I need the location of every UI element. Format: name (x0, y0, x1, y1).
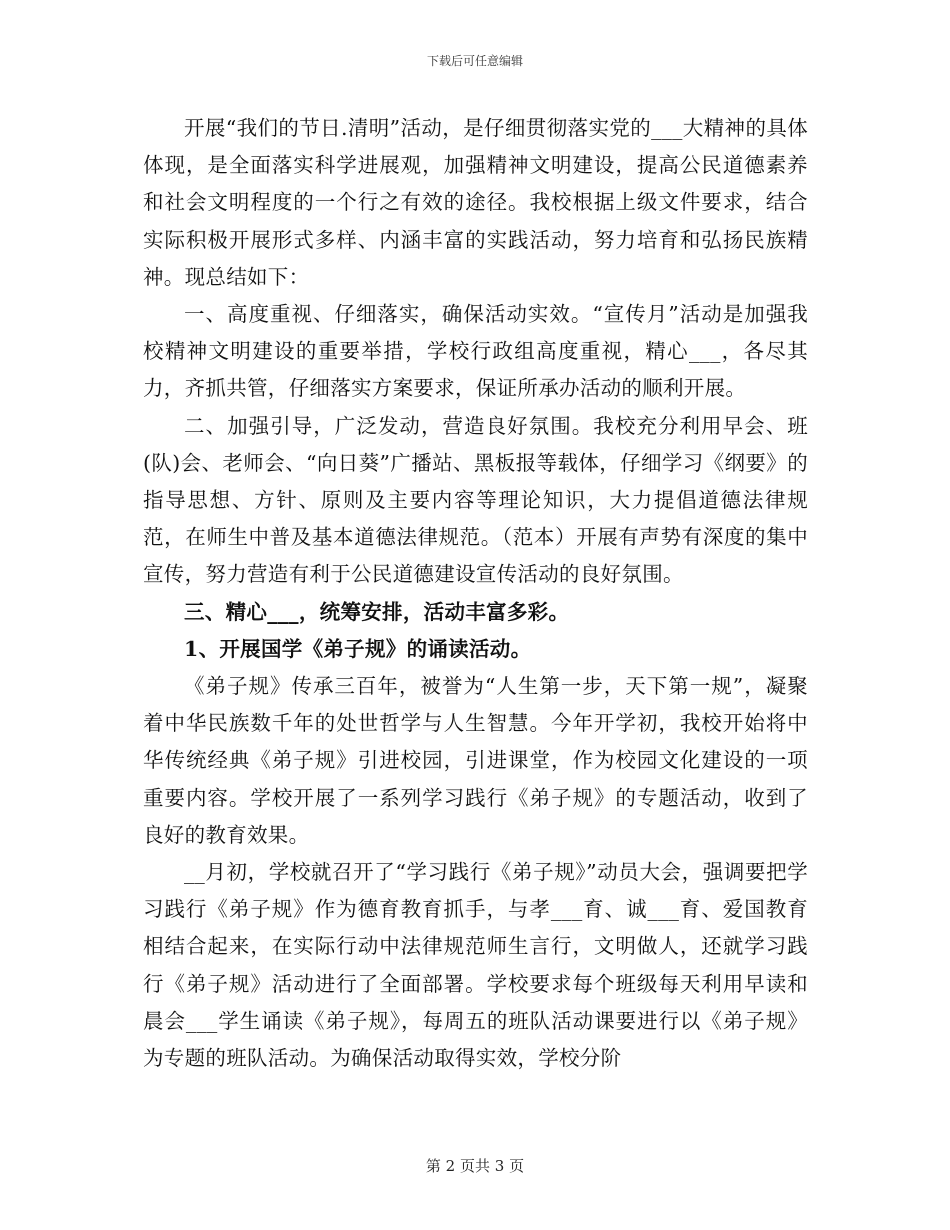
heading-subsection-1: 1、开展国学《弟子规》的诵读活动。 (184, 636, 532, 661)
paragraph-dizigui-intro: 《弟子规》传承三百年，被誉为“人生第一步，天下第一规”，凝聚着中华民族数千年的处世哲学与人生智慧。今年开学初，我校开始将中华传统经典《弟子规》引进校园，引进课堂，作为校园文化建设的一项重要内容。学校开展了一系列学习践行《弟子规》的专题活动，收到了良好的教育效果。 (143, 674, 808, 847)
paragraph-intro: 开展“我们的节日.清明”活动，是仔细贯彻落实党的___大精神的具体体现，是全面落实科学进展观，加强精神文明建设，提高公民道德素养和社会文明程度的一个行之有效的途径。我校根据上级文件要求，结合实际积极开展形式多样、内涵丰富的实践活动，努力培育和弘扬民族精神。现总结如下： (143, 116, 808, 289)
heading-section-3: 三、精心___，统筹安排，活动丰富多彩。 (184, 599, 570, 624)
paragraph-section-2: 二、加强引导，广泛发动，营造良好氛围。我校充分利用早会、班(队)会、老师会、“向日葵”广播站、黑板报等载体，仔细学习《纲要》的指导思想、方针、原则及主要内容等理论知识，大力提倡道德法律规范，在师生中普及基本道德法律规范。（范本）开展有声势有深度的集中宣传，努力营造有利于公民道德建设宣传活动的良好氛围。 (143, 413, 808, 587)
paragraph-dizigui-activities: __月初，学校就召开了“学习践行《弟子规》”动员大会，强调要把学习践行《弟子规》作为德育教育抓手，与孝___育、诚___育、爱国教育相结合起来，在实际行动中法律规范师生言行，文明做人，还就学习践行《弟子规》活动进行了全面部署。学校要求每个班级每天利用早读和晨会___学生诵读《弟子规》，每周五的班队活动课要进行以《弟子规》为专题的班队活动。为确保活动取得实效，学校分阶 (143, 860, 808, 1071)
document-body (143, 110, 808, 1077)
page-footer: 第 2 页共 3 页 (425, 1157, 525, 1175)
paragraph-section-1: 一、高度重视、仔细落实，确保活动实效。“宣传月”活动是加强我校精神文明建设的重要举措，学校行政组高度重视，精心___，各尽其力，齐抓共管，仔细落实方案要求，保证所承办活动的顺利开展。 (143, 302, 808, 401)
page-header: 下载后可任意编辑 (426, 54, 523, 68)
